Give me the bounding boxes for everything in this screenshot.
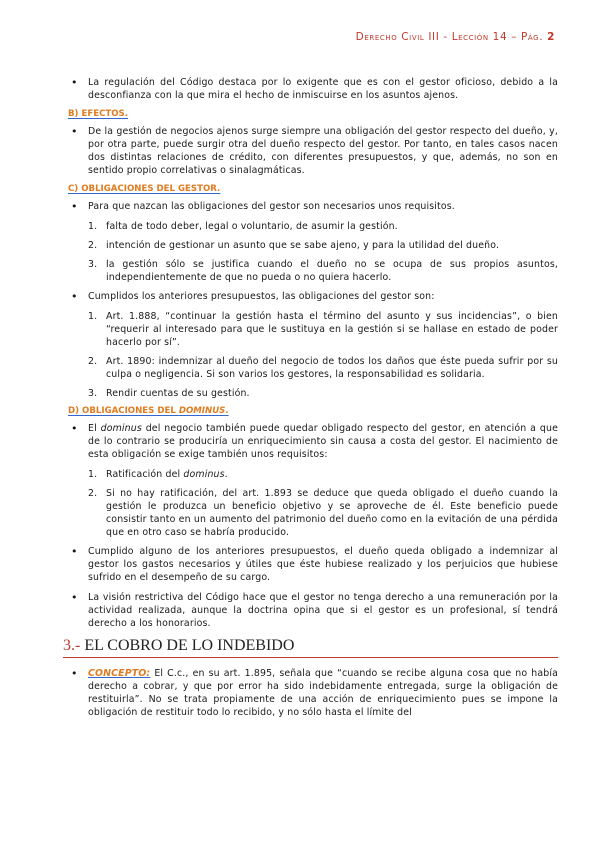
list-item-requisito-2: 2. intención de gestionar un asunto que se sabe ajeno, y para la utilidad del dueño. xyxy=(88,240,500,251)
list-item-requisito-3: 3. la gestión sólo se justifica cuando el dueño no se ocupa de sus propios asuntos, independientemente de que no pueda o no quiera hacerlo. xyxy=(88,259,558,283)
paragraph-concepto: • CONCEPTO: El C.c., en su art. 1.895, señala que “cuando se recibe alguna cosa que no había derecho a cobrar, y que por error ha sido indebidamente entregada, surge la obligación de restituirla”. No se trata propiamente de una acción de enriquecimiento pues se impone la obligación de restituir todo lo recibido, y no sólo hasta el límite del xyxy=(68,667,558,719)
section-heading-cobro-indebido: 3.- EL COBRO DE LO INDEBIDO xyxy=(63,637,558,658)
list-item-sin-ratificacion: 2. Si no hay ratificación, del art. 1.893 se deduce que queda obligado el dueño cuando la gestión le produzca un beneficio objetivo y se aproveche de él. Este beneficio puede consistir tanto en un aumento del patrimonio del dueño como en la evitación de una pérdida que en otro caso se habría producido. xyxy=(88,488,558,538)
list-item-obligacion-1: 1. Art. 1.888, “continuar la gestión hasta el término del asunto y sus incidencias”, o bien “requerir al interesado para que le sustituya en la gestión si se hallase en estado de poder hacerlo por sí”. xyxy=(88,311,558,348)
paragraph-dominus: • El dominus del negocio también puede quedar obligado respecto del gestor, en atención a que de lo contrario se produciría un enriquecimiento sin causa a costa del gestor. El nacimiento de esta obligación se exige también unos requisitos: xyxy=(68,422,558,461)
subheading-obligaciones-dominus: D) OBLIGACIONES DEL DOMINUS. xyxy=(68,406,229,416)
paragraph-regulacion: • La regulación del Código destaca por lo exigente que es con el gestor oficioso, debido a la desconfianza con la que mira el hecho de inmiscuirse en los asuntos ajenos. xyxy=(68,76,558,102)
list-item-requisito-1: 1. falta de todo deber, legal o voluntario, de asumir la gestión. xyxy=(88,221,398,232)
list-item-obligacion-3: 3. Rendir cuentas de su gestión. xyxy=(88,388,250,399)
paragraph-efectos: • De la gestión de negocios ajenos surge siempre una obligación del gestor respecto del dueño, y, por otra parte, puede surgir otra del dueño respecto del gestor. Por tanto, en tales casos nacen dos distintas relaciones de crédito, con diferentes presupuestos, y que, además, no son en sentido propio correlativas o sinalagmáticas. xyxy=(68,125,558,177)
paragraph-vision-restrictiva: • La visión restrictiva del Código hace que el gestor no tenga derecho a una remuneración por la actividad realizada, aunque la doctrina opina que si el gestor es un profesional, sí tendrá derecho a los honorarios. xyxy=(68,591,558,630)
list-item-obligacion-2: 2. Art. 1890: indemnizar al dueño del negocio de todos los daños que éste pueda sufrir por su culpa o negligencia. Si son varios los gestores, la responsabilidad es solidaria. xyxy=(88,356,558,380)
paragraph-requisitos-intro: • Para que nazcan las obligaciones del gestor son necesarios unos requisitos. xyxy=(68,200,558,213)
paragraph-obligaciones-intro: • Cumplidos los anteriores presupuestos, las obligaciones del gestor son: xyxy=(68,290,558,303)
body-content xyxy=(63,76,558,726)
running-header xyxy=(356,31,555,43)
list-item-ratificacion: 1. Ratificación del dominus. xyxy=(88,469,228,480)
subheading-obligaciones-gestor: C) OBLIGACIONES DEL GESTOR. xyxy=(68,184,221,194)
header-page-number: 2 xyxy=(547,31,555,43)
paragraph-indemnizar: • Cumplido alguno de los anteriores presupuestos, el dueño queda obligado a indemnizar al gestor los gastos necesarios y útiles que éste hubiese realizado y los perjuicios que hubiese sufrido en el desempeño de su cargo. xyxy=(68,545,558,584)
header-title: Derecho Civil III - Lección 14 – Pág. xyxy=(355,31,544,43)
subheading-efectos: B) EFECTOS. xyxy=(68,109,129,119)
